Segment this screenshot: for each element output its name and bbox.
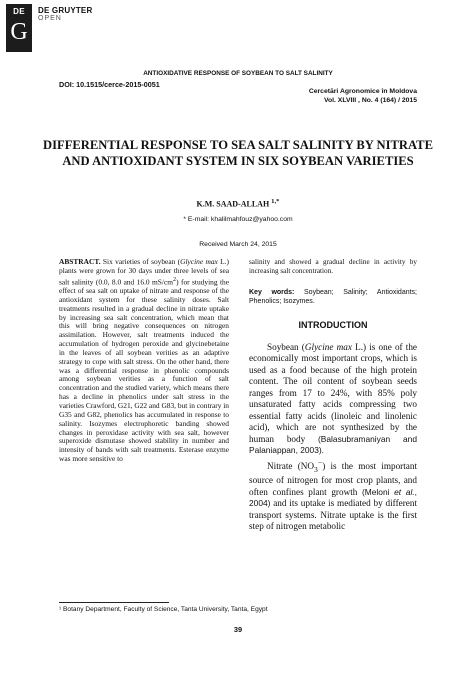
citation: (Balasubramaniyan and Palaniappan, 2003). xyxy=(249,433,417,456)
author-affiliation-mark: 1,* xyxy=(271,198,280,205)
footnote-divider xyxy=(59,602,169,603)
abstract-continuation: salinity and showed a gradual decline in activity by increasing salt concentration. xyxy=(249,258,417,275)
intro-paragraph-2 xyxy=(249,457,417,533)
abstract-paragraph xyxy=(59,258,229,464)
keywords xyxy=(249,288,417,306)
running-title: ANTIOXIDATIVE RESPONSE OF SOYBEAN TO SALT SALINITY xyxy=(143,70,333,77)
author-email[interactable]: * E-mail: khalilmahfouz@yahoo.com xyxy=(183,216,293,223)
publisher-subtitle: OPEN xyxy=(38,15,62,22)
citation-author: (Meloni xyxy=(362,486,395,497)
intro-paragraph-1 xyxy=(249,342,417,457)
publisher-logo xyxy=(6,4,32,52)
intro-text: L.) is one of the economically most important crops, which is used as a food because of the high protein content. The oil content of soybean seeds ranges from 17 to 24%, with 85% poly unsaturated fatty acids compressing two essential fatty acids (linoleic and linolenic acid), which are not synthesized by the human body xyxy=(249,341,417,444)
author-name: K.M. SAAD-ALLAH xyxy=(196,199,270,209)
intro-text: ) is the most important source of nitrogen for most crop plants, and often confines plant growth xyxy=(249,460,417,497)
abstract-text: L.) plants were grown for 30 days under three levels of sea salt salinity (0.0, 8.0 and 16.0 mS/cm xyxy=(59,257,229,287)
publisher-name: DE GRUYTER xyxy=(38,6,93,15)
article-author xyxy=(0,198,476,209)
logo-top-text: DE xyxy=(13,7,25,16)
species-name: Glycine max xyxy=(304,341,352,352)
section-heading-introduction: INTRODUCTION xyxy=(298,319,368,330)
intro-text: Soybean ( xyxy=(267,341,305,352)
journal-name: Cercetări Agronomice în Moldova xyxy=(308,88,417,95)
abstract-text: ) for studying the effect of sea salt on uptake of nitrate and response of the antioxidant system for these salinity doses. Salt treatments resulted in a gradual decline in nitrate uptake by increasing sea salt concentration, which mean that this will bring negative consequences on nitrogen assimilation. However, salt treatments induced the accumulation of hydrogen peroxide and glycinebetaine in the leaves of all soybean verities as an adaptive strategy to cope with salt stress. On the other hand, there was a differential response in phenolic compounds among soybean verities as a function of salt concentration and the studied variety, which means there has a decline in phenolics under salt stress in the varieties Crawford, G21, G22 and G83, but in contrary in G35 and G82, phenolics has accumulated in response to salinity. Isozymes electrophoretic banding showed changes in peroxidase activity with sea salt, however superoxide dismutase showed stability in number and intensity of bands with salt treatments. Esterase enzyme was more sensitive to xyxy=(59,277,229,464)
affiliation-footnote: ¹ Botany Department, Faculty of Science, Tanta University, Tanta, Egypt xyxy=(59,606,268,613)
keywords-label: Key words: xyxy=(249,288,295,296)
logo-letter: G xyxy=(10,19,28,45)
page-number: 39 xyxy=(233,625,243,634)
chem-superscript: − xyxy=(317,457,323,467)
journal-volume: Vol. XLVIII , No. 4 (164) / 2015 xyxy=(323,97,417,104)
article-title: DIFFERENTIAL RESPONSE TO SEA SALT SALINITY BY NITRATE AND ANTIOXIDANT SYSTEM IN SIX SOYBEAN VARIETIES xyxy=(43,138,433,168)
citation-year: , 2004) xyxy=(249,486,417,509)
unit-superscript: 2 xyxy=(173,276,177,283)
right-column xyxy=(249,258,417,533)
keywords-list: Soybean; Salinity; Antioxidants; Phenolics; Isozymes. xyxy=(249,288,418,305)
chem-subscript: 3 xyxy=(314,464,318,474)
abstract-text: Six varieties of soybean ( xyxy=(100,257,181,266)
doi-link[interactable]: DOI: 10.1515/cerce-2015-0051 xyxy=(59,80,160,89)
intro-text: and its uptake is mediated by different transport systems. Nitrate uptake is the first step of nitrogen metabolic xyxy=(249,498,417,532)
received-date: Received March 24, 2015 xyxy=(199,241,277,248)
citation-etal: et al. xyxy=(394,486,415,497)
species-name: Glycine max xyxy=(180,257,218,266)
left-column xyxy=(59,258,229,464)
intro-text: Nitrate (NO xyxy=(267,460,315,471)
abstract-label: ABSTRACT. xyxy=(59,257,101,266)
